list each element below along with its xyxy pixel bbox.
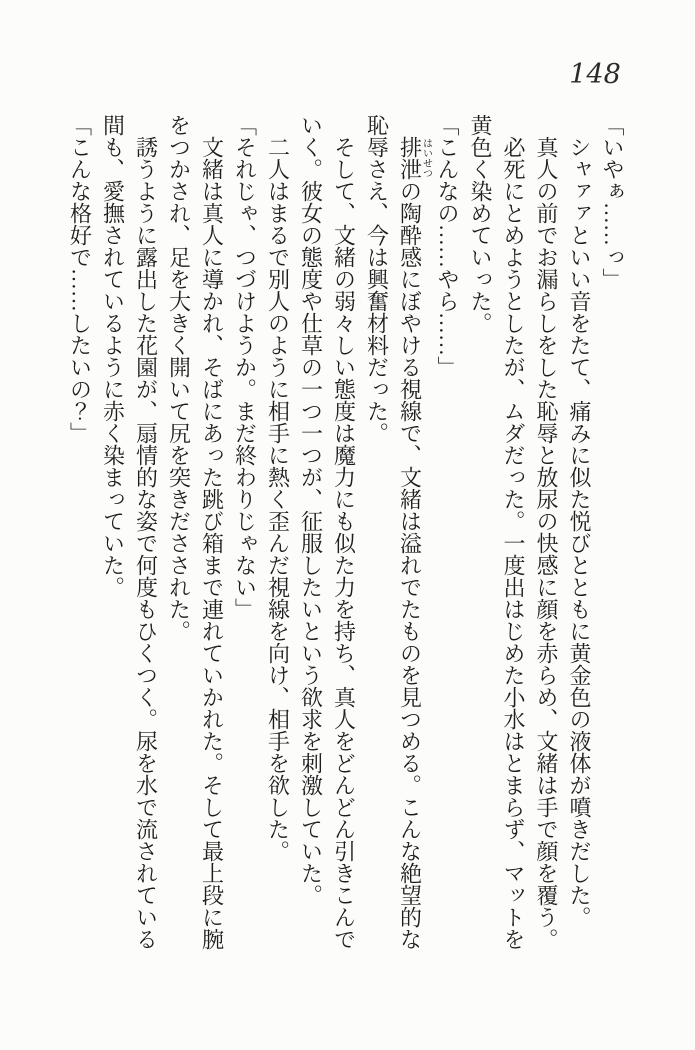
paragraph-narrative: そして、文緒の弱々しい態度は魔力にも似た力を持ち、真人をどんどん引きこんでいく。彼女の態度や仕草の一つ一つが、征服したいという欲求を刺激していた。 [298, 114, 357, 950]
paragraph-narrative: 文緒は真人に導かれ、そばにあった跳び箱まで連れていかれた。そして最上段に腕をつかされ、足を大きく開いて尻を突きださされた。 [166, 114, 225, 950]
paragraph-narrative: 二人はまるで別人のように相手に熱く歪んだ視線を向け、相手を欲した。 [265, 136, 291, 862]
paragraph-dialogue: 「それじゃ、つづけようか。まだ終わりじゃない」 [232, 114, 258, 620]
paragraph-dialogue: 「いやぁ……っ」 [600, 114, 625, 290]
ruby-annotation [397, 136, 432, 180]
furigana-text: はいせつ [420, 136, 432, 180]
text-block [67, 114, 629, 956]
ruby-base: 排泄 [397, 136, 423, 180]
paragraph-narrative: 誘うように露出した花園が、扇情的な姿で何度もひくつく。尿を水で流されている間も、愛撫されているように赤く染まっていた。 [100, 114, 159, 950]
paragraph-text: の陶酔感にぼやける視線で、文緒は溢れでたものを見つめる。こんな絶望的な恥辱さえ、今は興奮材料だった。 [364, 114, 423, 950]
paragraph-narrative: シャァァといい音をたて、痛みに似た悦びとともに黄金色の液体が噴きだした。 [567, 136, 592, 928]
paragraph-dialogue: 「こんなの……やら……」 [435, 114, 460, 378]
paragraph-narrative: 真人の前でお漏らしをした恥辱と放尿の快感に顔を赤らめ、文緒は手で顔を覆う。 [534, 136, 559, 950]
page-number: 148 [569, 59, 621, 90]
paragraph-dialogue: 「こんな格好で……したいの？」 [67, 114, 93, 444]
paragraph-narrative-with-ruby [361, 114, 432, 956]
paragraph-narrative: 必死にとめようとしたが、ムダだった。一度出はじめた小水はとまらず、マットを黄色く染めていった。 [468, 114, 526, 950]
